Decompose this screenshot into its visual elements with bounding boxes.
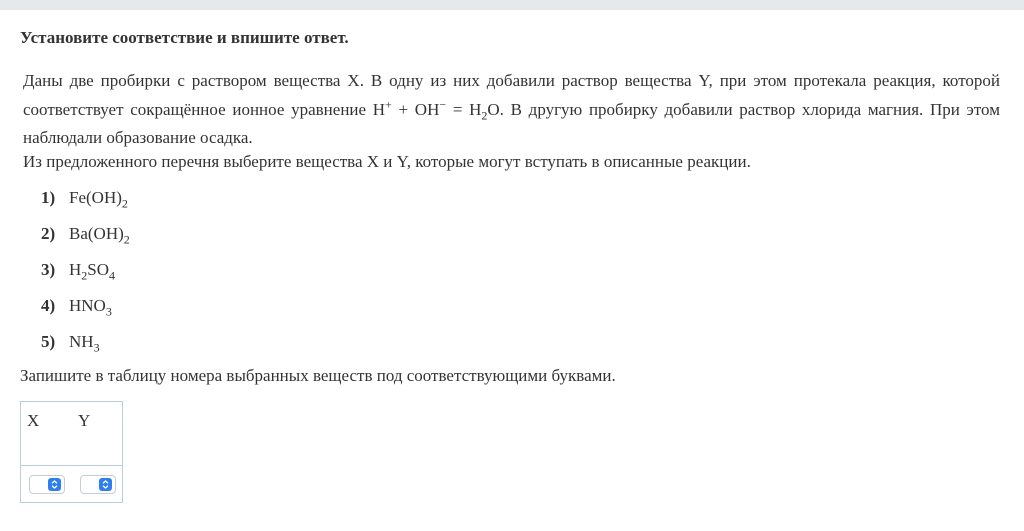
option-number: 2): [41, 224, 56, 243]
option-number: 5): [41, 332, 56, 351]
superscript-minus: −: [439, 96, 447, 111]
option-5: [41, 330, 130, 366]
option-3: [41, 258, 130, 294]
column-x-label: X: [27, 411, 40, 430]
task-heading: Установите соответствие и впишите ответ.: [20, 28, 349, 47]
option-formula: Fe(OH): [69, 188, 122, 207]
answer-table: [20, 401, 123, 503]
option-subscript: 3: [105, 304, 112, 319]
task-question: Из предложенного перечня выберите вещества X и Y, которые могут вступать в описанные реакции.: [23, 152, 751, 171]
task-description: [23, 67, 1000, 153]
option-formula-post: SO: [87, 260, 110, 279]
top-bar: [0, 0, 1024, 10]
select-y[interactable]: [80, 475, 116, 494]
superscript-plus: +: [385, 96, 392, 111]
option-formula: NH: [69, 332, 94, 351]
options-list: [41, 186, 130, 366]
option-number: 3): [41, 260, 56, 279]
option-number: 4): [41, 296, 56, 315]
answer-table-header-row: [21, 402, 122, 466]
option-formula: Ba(OH): [69, 224, 124, 243]
description-text-c: = H: [446, 99, 482, 119]
description-text-b: + OH: [391, 99, 440, 119]
option-subscript-2: 4: [109, 268, 116, 283]
subscript-2: 2: [481, 107, 488, 122]
select-stepper-icon: [48, 478, 61, 491]
select-stepper-icon: [99, 478, 112, 491]
column-y-label: Y: [78, 411, 91, 430]
description-text-d: O. В другую пробирку добавили раствор хлорида магния. При этом наблюдали образование осадка.: [23, 99, 1000, 147]
answer-instruction: Запишите в таблицу номера выбранных веществ под соответствующими буквами.: [20, 366, 616, 385]
task-page: [0, 10, 1024, 531]
option-subscript: 2: [123, 232, 130, 247]
option-number: 1): [41, 188, 56, 207]
option-4: [41, 294, 130, 330]
option-subscript: 2: [121, 196, 128, 211]
option-formula: H: [69, 260, 82, 279]
option-2: [41, 222, 130, 258]
option-subscript: 3: [93, 340, 100, 355]
select-x[interactable]: [29, 475, 65, 494]
option-formula: HNO: [69, 296, 106, 315]
description-text-a: Даны две пробирки с раствором вещества X. В одну из них добавили раствор вещества Y, при этом протекала реакция, которой соответствует сокращённое ионное уравнение H: [23, 71, 1000, 119]
option-subscript: 2: [81, 268, 88, 283]
option-1: [41, 186, 130, 222]
